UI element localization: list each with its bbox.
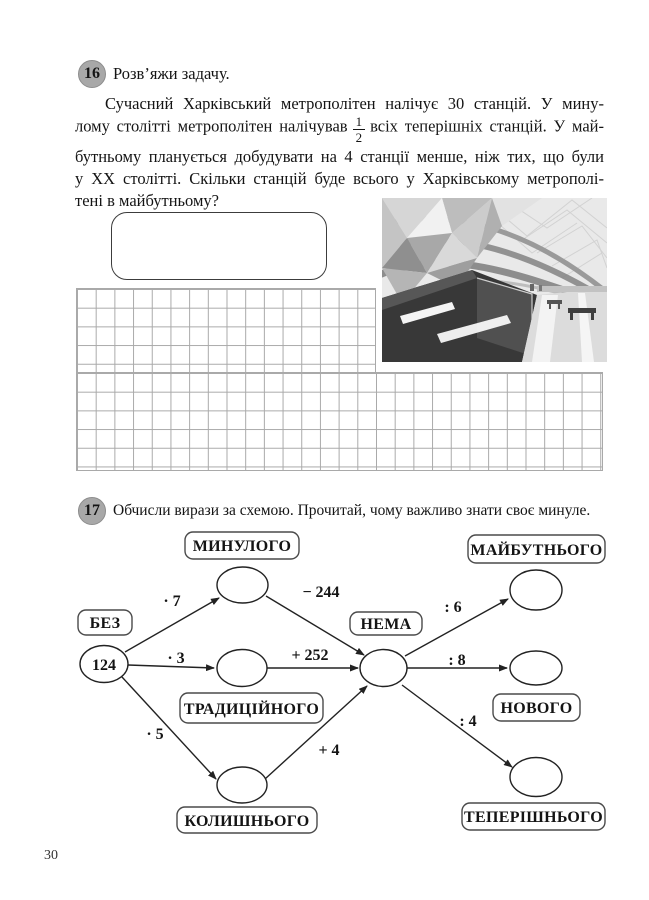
- oval-kolyshnoho[interactable]: [217, 767, 267, 803]
- problem-line-1: Сучасний Харківський метрополітен налічує 30 станцій. У мину-: [105, 94, 604, 113]
- exercise-16-badge: [78, 60, 106, 88]
- exercise-16-title: Розв’яжи задачу.: [113, 64, 230, 83]
- label-mynuloho: МИНУЛОГО: [192, 538, 292, 555]
- scheme-diagram: [0, 520, 649, 880]
- oval-tradytsiinoho[interactable]: [217, 650, 267, 687]
- diagram-arrows: [122, 596, 512, 779]
- op-minus244: − 244: [302, 584, 340, 601]
- op-div4: : 4: [459, 713, 477, 730]
- op-plus4: + 4: [318, 742, 340, 759]
- oval-teperishnoho[interactable]: [510, 758, 562, 797]
- problem-line-4: у ХХ столітті. Скільки станцій буде всього у Харківському метрополі-: [75, 168, 604, 188]
- problem-line-2-after: всіх теперішніх станцій. У май-: [370, 116, 604, 136]
- label-teperishnoho: ТЕПЕРІШНЬОГО: [464, 809, 603, 826]
- op-div8: : 8: [448, 652, 466, 669]
- fraction-one-half: [353, 115, 366, 146]
- label-kolyshnoho: КОЛИШНЬОГО: [184, 813, 310, 830]
- exercise-16-number: 16: [84, 65, 100, 82]
- label-novoho: НОВОГО: [500, 700, 573, 717]
- fraction-denominator: 2: [355, 130, 363, 146]
- problem-line-2-before: лому столітті метрополітен налічував: [75, 116, 348, 136]
- label-tradytsiinoho: ТРАДИЦІЙНОГО: [183, 701, 320, 718]
- answer-box[interactable]: [111, 212, 327, 280]
- label-bez: БЕЗ: [89, 615, 121, 632]
- photo-art: [382, 198, 607, 362]
- label-maibutnoho: МАЙБУТНЬОГО: [470, 542, 603, 559]
- metro-station-photo: [382, 198, 607, 362]
- oval-novoho[interactable]: [510, 651, 562, 685]
- problem-line-3: бутньому планується добудувати на 4 станції менше, ніж тих, що були: [75, 146, 604, 166]
- problem-line-5: тені в майбутньому?: [75, 190, 220, 210]
- exercise-17-title: Обчисли вирази за схемою. Прочитай, чому важливо знати своє минуле.: [113, 502, 591, 519]
- op-mul3: · 3: [167, 650, 185, 667]
- op-mul5: · 5: [146, 726, 164, 743]
- start-value: 124: [92, 657, 116, 674]
- op-div6: : 6: [444, 599, 462, 616]
- page-number: 30: [44, 848, 58, 863]
- exercise-16-problem: [75, 93, 604, 212]
- label-nema: НЕМА: [360, 616, 412, 633]
- exercise-17-number: 17: [84, 502, 100, 519]
- problem-line-2: [75, 115, 604, 146]
- oval-maibutnoho[interactable]: [510, 570, 562, 610]
- oval-nema[interactable]: [360, 650, 407, 687]
- op-plus252: + 252: [291, 647, 329, 664]
- working-grid-left[interactable]: [76, 288, 376, 373]
- fraction-numerator: 1: [353, 115, 366, 130]
- oval-mynuloho[interactable]: [217, 567, 268, 603]
- op-mul7: · 7: [163, 593, 181, 610]
- working-grid-bottom[interactable]: [76, 372, 603, 471]
- arrow-mul5: [122, 677, 216, 779]
